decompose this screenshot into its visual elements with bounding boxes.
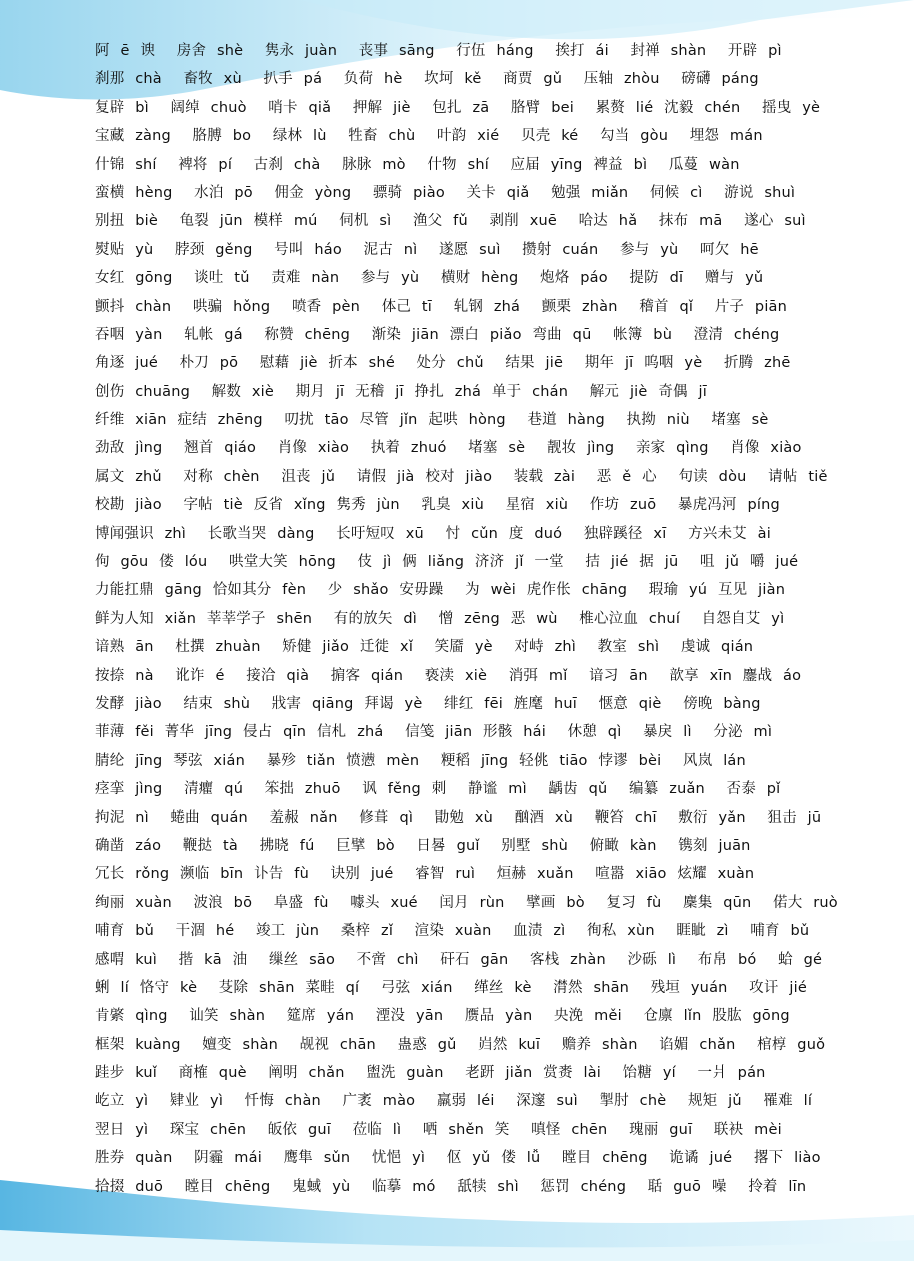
- text-line: 肯綮 qìng 讪笑 shàn 筵席 yán 湮没 yān 赝品 yàn 央浼 měi 仓廪 lǐn 股肱 gōng: [95, 1008, 790, 1025]
- text-line: 拾掇 duō 瞠目 chēng 鬼蜮 yù 临摹 mó 舐犊 shì 惩罚 chéng 聒 guō 噪 拎着 līn: [95, 1178, 807, 1195]
- text-line: 跬步 kuǐ 商榷 què 阐明 chǎn 盥洗 guàn 老趼 jiǎn 赏赉 lài 饴糖 yí 一爿 pán: [95, 1065, 766, 1082]
- text-line: 佝 gōu 偻 lóu 哄堂大笑 hōng 伎 jì 俩 liǎng 济济 jǐ 一堂 拮 jié 据 jū 咀 jǔ 嚼 jué: [95, 554, 799, 571]
- text-line: 女红 gōng 谈吐 tǔ 责难 nàn 参与 yù 横财 hèng 炮烙 páo 提防 dī 赠与 yǔ: [95, 270, 764, 287]
- text-line: 鲜为人知 xiǎn 莘莘学子 shēn 有的放矢 dì 憎 zēng 恶 wù 椎心泣血 chuí 自怨自艾 yì: [95, 610, 785, 627]
- text-line: 翌日 yì 琛宝 chēn 皈依 guī 莅临 lì 哂 shěn 笑 嗔怪 chēn 瑰丽 guī 联袂 mèi: [95, 1121, 782, 1138]
- text-line: 创伤 chuāng 解数 xiè 期月 jī 无稽 jī 挣扎 zhá 单于 chán 解元 jiè 奇偶 jī: [95, 383, 707, 400]
- text-line: 感喟 kuì 揩 kā 油 缫丝 sāo 不啻 chì 矸石 gān 客栈 zhàn 沙砾 lì 布帛 bó 蛤 gé: [95, 951, 823, 968]
- text-line: 什锦 shí 裨将 pí 古刹 chà 脉脉 mò 什物 shí 应届 yīng 裨益 bì 瓜蔓 wàn: [95, 156, 740, 173]
- text-line: 发酵 jiào 结束 shù 戕害 qiāng 拜谒 yè 绯红 fēi 旌麾 huī 惬意 qiè 傍晚 bàng: [95, 695, 761, 712]
- text-line: 冗长 rǒng 濒临 bīn 讣告 fù 诀别 jué 睿智 ruì 烜赫 xuǎn 喧嚣 xiāo 炫耀 xuàn: [95, 866, 755, 883]
- text-line: 绚丽 xuàn 波浪 bō 阜盛 fù 噱头 xué 闰月 rùn 擘画 bò 复习 fù 麇集 qūn 偌大 ruò: [95, 894, 838, 911]
- text-line: 谙熟 ān 杜撰 zhuàn 矫健 jiǎo 迁徙 xǐ 笑靥 yè 对峙 zhì 教室 shì 虔诚 qián: [95, 639, 754, 656]
- text-line: 颤抖 chàn 哄骗 hǒng 喷香 pèn 体己 tī 轧钢 zhá 颤栗 zhàn 稽首 qǐ 片子 piān: [95, 298, 788, 315]
- text-line: 蛮横 hèng 水泊 pō 佣金 yòng 骠骑 piào 关卡 qiǎ 勉强 miǎn 伺候 cì 游说 shuì: [95, 184, 796, 201]
- text-line: 劲敌 jìng 翘首 qiáo 肖像 xiào 执着 zhuó 堵塞 sè 靓妆 jìng 亲家 qìng 肖像 xiào: [95, 440, 802, 457]
- text-line: 校勘 jiào 字帖 tiè 反省 xǐng 隽秀 jùn 乳臭 xiù 星宿 xiù 作坊 zuō 暴虎冯河 píng: [95, 497, 780, 514]
- text-line: 哺育 bǔ 干涸 hé 竣工 jùn 桑梓 zǐ 渲染 xuàn 血渍 zì 徇私 xùn 睚眦 zì 哺育 bǔ: [95, 923, 810, 940]
- text-line: 屹立 yì 肄业 yì 忏悔 chàn 广袤 mào 羸弱 léi 深邃 suì 掣肘 chè 规矩 jǔ 罹难 lí: [95, 1093, 813, 1110]
- text-line: 复辟 bì 阔绰 chuò 哨卡 qiǎ 押解 jiè 包扎 zā 胳臂 bei 累赘 lié 沈毅 chén 摇曳 yè: [95, 99, 821, 116]
- text-line: 腈纶 jīng 琴弦 xián 暴殄 tiǎn 愤懑 mèn 粳稻 jīng 轻佻 tiāo 悖谬 bèi 风岚 lán: [95, 752, 746, 769]
- text-line: 宝藏 zàng 胳膊 bo 绿林 lù 牲畜 chù 叶韵 xié 贝壳 ké 勾当 gòu 埋怨 mán: [95, 128, 763, 145]
- text-line: 博闻强识 zhì 长歌当哭 dàng 长吁短叹 xū 忖 cǔn 度 duó 独辟蹊径 xī 方兴未艾 ài: [95, 525, 771, 542]
- text-line: 吞咽 yàn 轧帐 gá 称赞 chēng 渐染 jiān 漂白 piǎo 弯曲 qū 帐簿 bù 澄清 chéng: [95, 326, 780, 343]
- text-line: 阿 ē 谀 房舍 shè 隽永 juàn 丧事 sāng 行伍 háng 挨打 ái 封禅 shàn 开辟 pì: [95, 43, 782, 59]
- text-line: 菲薄 fěi 菁华 jīng 侵占 qīn 信札 zhá 信笺 jiān 形骸 hái 休憩 qì 暴戾 lì 分泌 mì: [95, 724, 773, 741]
- text-line: 胜券 quàn 阴霾 mái 鹰隼 sǔn 忧悒 yì 伛 yǔ 偻 lǚ 瞠目 chēng 诡谲 jué 撂下 liào: [95, 1150, 821, 1167]
- pinyin-word-list: [95, 37, 838, 1201]
- text-line: 框架 kuàng 嬗变 shàn 觇视 chān 蛊惑 gǔ 岿然 kuī 赡养 shàn 谄媚 chǎn 棺椁 guǒ: [95, 1036, 826, 1053]
- text-line: 蜊 lí 恪守 kè 芟除 shān 菜畦 qí 弓弦 xián 缂丝 kè 潸然 shān 残垣 yuán 攻讦 jié: [95, 979, 807, 996]
- text-line: 属文 zhǔ 对称 chèn 沮丧 jǔ 请假 jià 校对 jiào 装载 zài 恶 ě 心 句读 dòu 请帖 tiě: [95, 468, 828, 485]
- text-line: 纤维 xiān 症结 zhēng 叨扰 tāo 尽管 jǐn 起哄 hòng 巷道 hàng 执拗 niù 堵塞 sè: [95, 412, 769, 429]
- text-line: 熨贴 yù 脖颈 gěng 号叫 háo 泥古 nì 遂愿 suì 攒射 cuán 参与 yù 呵欠 hē: [95, 241, 759, 258]
- text-line: 拘泥 nì 蜷曲 quán 羞赧 nǎn 修葺 qì 勖勉 xù 酗酒 xù 鞭笞 chī 敷衍 yǎn 狙击 jū: [95, 809, 822, 826]
- text-line: 力能扛鼎 gāng 恰如其分 fèn 少 shǎo 安毋躁 为 wèi 虎作伥 chāng 瑕瑜 yú 互见 jiàn: [95, 582, 786, 599]
- text-line: 刹那 chà 畜牧 xù 扒手 pá 负荷 hè 坎坷 kě 商贾 gǔ 压轴 zhòu 磅礴 páng: [95, 71, 759, 88]
- text-line: 按捺 nà 讹诈 é 接洽 qià 掮客 qián 亵渎 xiè 消弭 mǐ 谙习 ān 歆享 xīn 鏖战 áo: [95, 667, 802, 684]
- text-line: 别扭 biè 龟裂 jūn 模样 mú 伺机 sì 渔父 fǔ 剥削 xuē 哈达 hǎ 抹布 mā 遂心 suì: [95, 213, 806, 230]
- text-line: 确凿 záo 鞭挞 tà 拂晓 fú 巨擘 bò 日晷 guǐ 别墅 shù 俯瞰 kàn 镌刻 juān: [95, 837, 751, 854]
- text-line: 角逐 jué 朴刀 pō 慰藉 jiè 折本 shé 处分 chǔ 结果 jiē 期年 jī 呜咽 yè 折腾 zhē: [95, 355, 791, 372]
- text-line: 痉挛 jìng 清癯 qú 笨拙 zhuō 讽 fěng 刺 静谧 mì 龋齿 qǔ 编纂 zuǎn 否泰 pǐ: [95, 781, 781, 798]
